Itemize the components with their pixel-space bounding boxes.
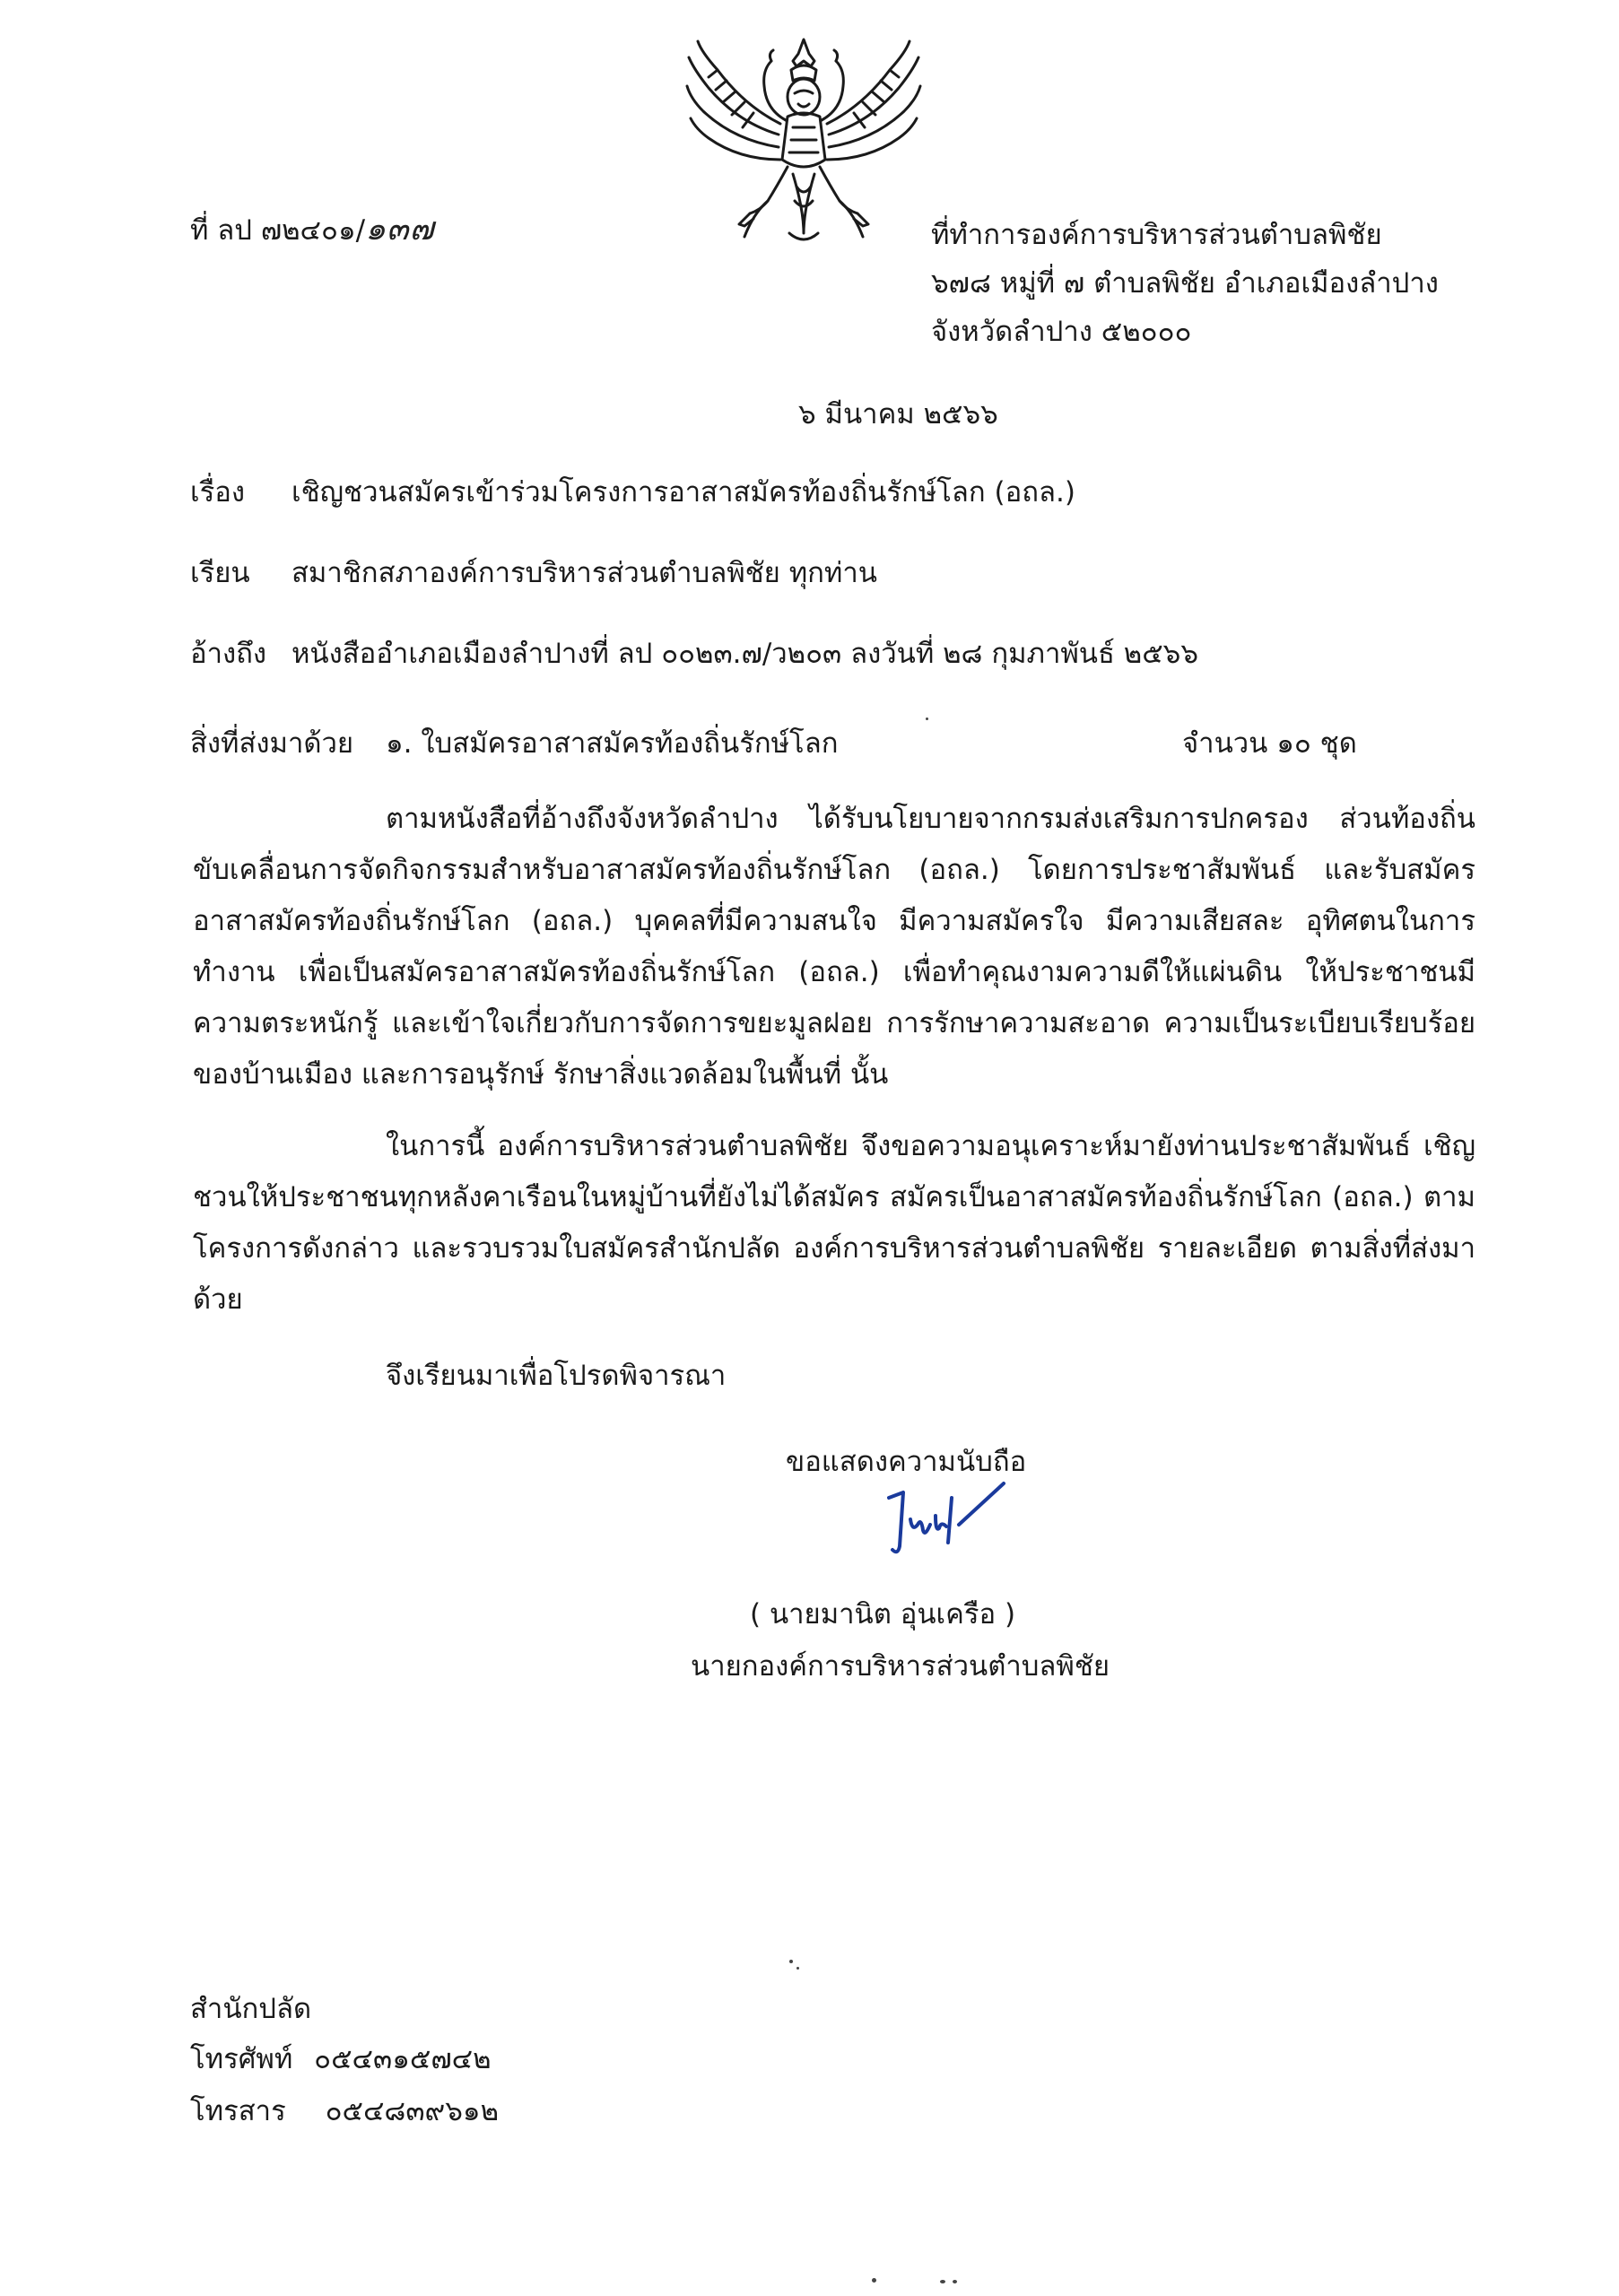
handwritten-signature-icon [883, 1480, 1009, 1570]
document-number-label: ที่ ลป ๗๒๔๐๑/ [190, 214, 366, 247]
reference-label: อ้างถึง [190, 638, 267, 670]
document-number [190, 210, 435, 250]
fax-label: โทรสาร [190, 2095, 286, 2127]
closing-request: จึงเรียนมาเพื่อโปรดพิจารณา [386, 1360, 727, 1392]
office-address-line-1: ที่ทำการองค์การบริหารส่วนตำบลพิชัย [931, 219, 1382, 251]
body-paragraph-2 [193, 1121, 1475, 1326]
document-number-handwritten: ๑๓๗ [365, 211, 435, 248]
body-paragraph-1-text: ตามหนังสือที่อ้างถึงจังหวัดลำปาง ได้รับนโยบายจากกรมส่งเสริมการปกครอง ส่วนท้องถิ่น ขับเคลื่อนการจัดกิจกรรมสำหรับอาสาสมัครท้องถิ่นรักษ์โลก (อถล.) โดยการประชาสัมพันธ์ และรับสมัคร อาสาสมัครท้องถิ่นรักษ์โลก (อถล.) บุคคลที่มีความสนใจ มีความสมัครใจ มีความเสียสละ อุทิศตนในการทำงาน เพื่อเป็นสมัครอาสาสมัครท้องถิ่นรักษ์โลก (อถล.) เพื่อทำคุณงามความดีให้แผ่นดิน ให้ประชาชนมีความตระหนักรู้ และเข้าใจเกี่ยวกับการจัดการขยะมูลฝอย การรักษาความสะอาด ความเป็นระเบียบเรียบร้อย ของบ้านเมือง และการอนุรักษ์ รักษาสิ่งแวดล้อมในพื้นที่ นั้น [193, 803, 1475, 1091]
office-address-line-2: ๖๗๘ หมู่ที่ ๗ ตำบลพิชัย อำเภอเมืองลำปาง [931, 267, 1439, 300]
letter-date: ๖ มีนาคม ๒๕๖๖ [798, 398, 998, 430]
fax-number: ๐๕๔๘๓๙๖๑๒ [325, 2095, 500, 2127]
subject-text: เชิญชวนสมัครเข้าร่วมโครงการอาสาสมัครท้องถิ่นรักษ์โลก (อถล.) [292, 476, 1075, 509]
enclosure-item: ๑. ใบสมัครอาสาสมัครท้องถิ่นรักษ์โลก [386, 727, 839, 760]
reference-text: หนังสืออำเภอเมืองลำปางที่ ลป ๐๐๒๓.๗/ว๒๐๓ ลงวันที่ ๒๘ กุมภาพันธ์ ๒๕๖๖ [292, 638, 1199, 670]
recipient-text: สมาชิกสภาองค์การบริหารส่วนตำบลพิชัย ทุกท่าน [292, 557, 877, 589]
garuda-emblem-icon [682, 34, 926, 249]
phone-number: ๐๕๔๓๑๕๗๔๒ [314, 2043, 492, 2075]
body-paragraph-1 [193, 794, 1475, 1100]
subject-label: เรื่อง [190, 476, 246, 509]
enclosure-quantity: จำนวน ๑๐ ชุด [1182, 727, 1357, 760]
department-name: สำนักปลัด [190, 1993, 312, 2025]
enclosure-label: สิ่งที่ส่งมาด้วย [190, 727, 354, 760]
recipient-label: เรียน [190, 557, 250, 589]
body-paragraph-2-text: ในการนี้ องค์การบริหารส่วนตำบลพิชัย จึงขอความอนุเคราะห์มายังท่านประชาสัมพันธ์ เชิญชวนให้ประชาชนทุกหลังคาเรือนในหมู่บ้านที่ยังไม่ได้สมัคร สมัครเป็นอาสาสมัครท้องถิ่นรักษ์โลก (อถล.) ตามโครงการดังกล่าว และรวบรวมใบสมัครสำนักปลัด องค์การบริหารส่วนตำบลพิชัย รายละเอียด ตามสิ่งที่ส่งมาด้วย [193, 1130, 1475, 1316]
phone-line [190, 2039, 492, 2079]
office-address-line-3: จังหวัดลำปาง ๕๒๐๐๐ [931, 316, 1192, 348]
closing-salutation: ขอแสดงความนับถือ [786, 1446, 1027, 1478]
phone-label: โทรศัพท์ [190, 2043, 293, 2075]
signatory-name: ( นายมานิต อุ่นเครือ ) [750, 1598, 1016, 1631]
signatory-position: นายกองค์การบริหารส่วนตำบลพิชัย [691, 1650, 1110, 1683]
fax-line [190, 2092, 499, 2131]
